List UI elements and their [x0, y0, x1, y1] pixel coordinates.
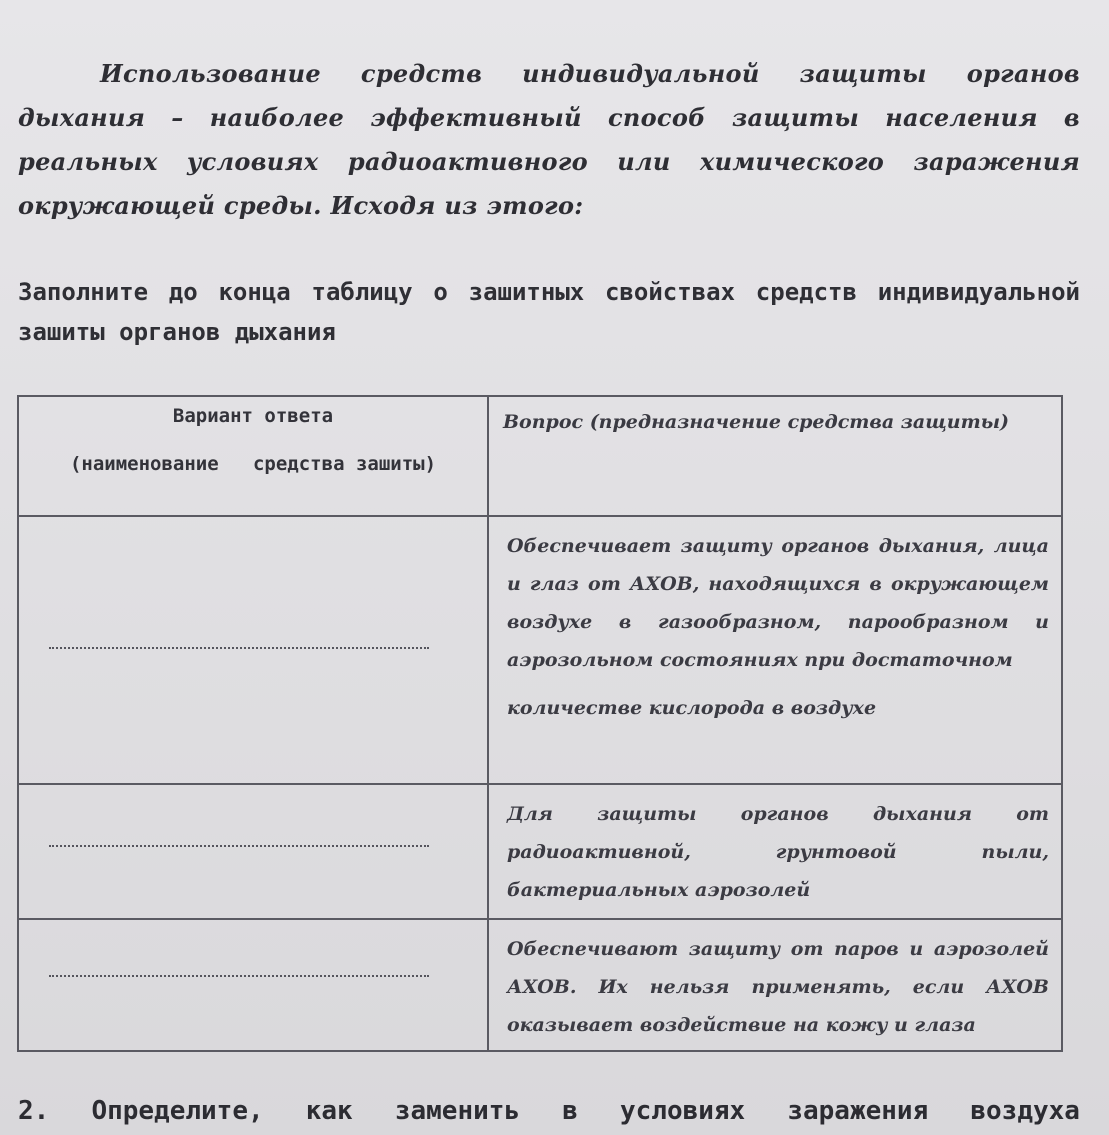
question-text: Обеспечивают защиту от паров и аэрозолей АХОВ. Их нельзя применять, если АХОВ оказывает воздействие на кожу и глаза [507, 938, 1049, 1036]
header-answer-line2: (наименование средства зашиты) [69, 453, 437, 475]
next-task-word: как [305, 1096, 353, 1126]
header-answer-line1: Вариант ответа [172, 405, 334, 427]
respiratory-protection-table [17, 395, 1063, 1052]
table-row [18, 919, 1062, 1051]
header-answer-variant [18, 396, 488, 516]
question-text-extra: количестве кислорода в воздухе [507, 697, 877, 719]
next-task-word: заражения [787, 1096, 929, 1126]
next-task-word: заменить [394, 1096, 521, 1126]
question-cell-1 [488, 516, 1062, 784]
next-task-word: воздуха [970, 1096, 1080, 1126]
header-question: Вопрос (предназначение средства защиты) [488, 396, 1062, 516]
table-row [18, 516, 1062, 784]
question-cell-2 [488, 784, 1062, 919]
next-task-word: условиях [619, 1096, 746, 1126]
table-header-row [18, 396, 1062, 516]
next-task-word: Определите, [91, 1096, 264, 1126]
next-task-line [18, 1096, 1080, 1126]
question-text: Для защиты органов дыхания от радиоактивной, грунтовой пыли, бактериальных аэрозолей [507, 803, 1049, 901]
answer-cell-1[interactable] [18, 516, 488, 784]
task-instruction: Заполните до конца таблицу о зашитных свойствах средств индивидуальной зашиты органов дыхания [18, 278, 1080, 346]
answer-cell-2[interactable] [18, 784, 488, 919]
table-row [18, 784, 1062, 919]
answer-cell-3[interactable] [18, 919, 488, 1051]
next-task-word: 2. [18, 1096, 50, 1126]
intro-paragraph: Использование средств индивидуальной защиты органов дыхания – наиболее эффективный способ защиты населения в реальных условиях радиоактивного или химического заражения окружающей среды. Исходя из этого: [18, 59, 1080, 220]
answer-blank-line[interactable] [49, 845, 429, 847]
answer-blank-line[interactable] [49, 975, 429, 977]
answer-blank-line[interactable] [49, 647, 429, 649]
question-cell-3 [488, 919, 1062, 1051]
question-text: Обеспечивает защиту органов дыхания, лица и глаз от АХОВ, находящихся в окружающем воздухе в газообразном, парообразном и аэрозольном состояниях при достаточном [507, 535, 1049, 671]
next-task-word: в [562, 1096, 578, 1126]
